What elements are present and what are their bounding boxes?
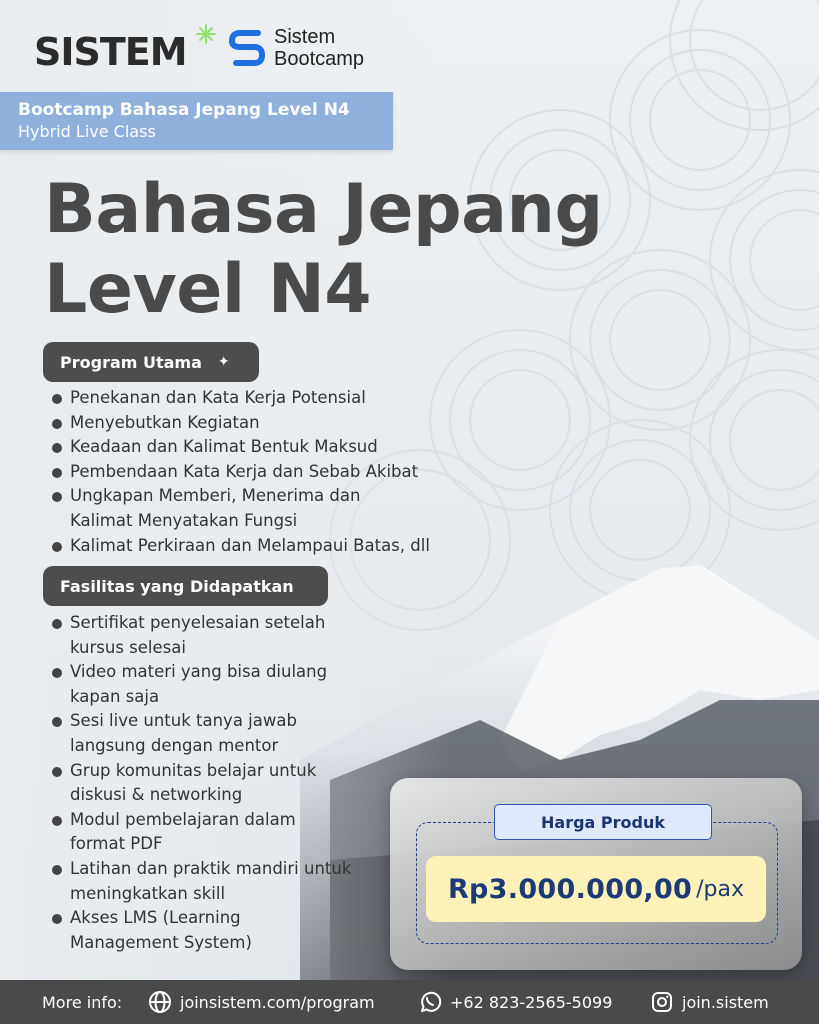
globe-icon — [148, 990, 172, 1014]
instagram-icon — [650, 990, 674, 1014]
sparkle-icon: ✦ — [217, 354, 230, 370]
sistem-logo: SISTEM — [34, 30, 187, 74]
footer-bar — [0, 980, 819, 1024]
program-list — [50, 386, 490, 558]
list-item: Grup komunitas belajar untuk diskusi & networking — [50, 759, 360, 808]
list-item: Sesi live untuk tanya jawab langsung dengan mentor — [50, 709, 340, 758]
list-item: Kalimat Perkiraan dan Melampaui Batas, dll — [50, 534, 490, 559]
price-value-box — [426, 856, 766, 922]
bootcamp-logo-line2: Bootcamp — [274, 48, 365, 70]
list-item: Penekanan dan Kata Kerja Potensial — [50, 386, 490, 411]
facilities-list — [50, 611, 380, 955]
program-heading-label: Program Utama — [60, 352, 202, 372]
bootcamp-logo-icon — [228, 27, 266, 69]
list-item: Ungkapan Memberi, Menerima dan Kalimat Menyatakan Fungsi — [50, 484, 420, 533]
list-item: Pembendaan Kata Kerja dan Sebab Akibat — [50, 460, 490, 485]
list-item: Keadaan dan Kalimat Bentuk Maksud — [50, 435, 490, 460]
title-line-1: Bahasa Jepang — [44, 170, 603, 249]
course-tag-subtitle: Hybrid Live Class — [18, 122, 156, 141]
program-heading — [43, 342, 259, 382]
price-card — [390, 778, 802, 970]
facilities-heading-label: Fasilitas yang Didapatkan — [60, 576, 294, 596]
price-label: Harga Produk — [494, 804, 712, 840]
sistem-bootcamp-logo — [228, 26, 364, 70]
whatsapp-icon — [418, 990, 442, 1014]
list-item: Modul pembelajaran dalam format PDF — [50, 808, 340, 857]
phone-text: +62 823-2565-5099 — [450, 992, 613, 1012]
sparkle-logo-icon — [196, 24, 216, 44]
website-text: joinsistem.com/program — [180, 992, 375, 1012]
more-info-label: More info: — [42, 993, 123, 1012]
facilities-heading — [43, 566, 328, 606]
instagram-text: join.sistem — [682, 992, 769, 1012]
website-link[interactable] — [148, 990, 375, 1014]
list-item: Latihan dan praktik mandiri untuk meningkatkan skill — [50, 857, 360, 906]
course-tag-title: Bootcamp Bahasa Jepang Level N4 — [18, 100, 350, 120]
page-title — [44, 170, 603, 330]
list-item: Akses LMS (Learning Management System) — [50, 906, 310, 955]
course-tag — [0, 92, 393, 150]
list-item: Video materi yang bisa diulang kapan saja — [50, 660, 360, 709]
list-item: Menyebutkan Kegiatan — [50, 411, 490, 436]
instagram-link[interactable] — [650, 990, 769, 1014]
price-amount: Rp3.000.000,00 — [447, 873, 693, 905]
list-item: Sertifikat penyelesaian setelah kursus selesai — [50, 611, 360, 660]
price-unit: /pax — [696, 876, 745, 902]
title-line-2: Level N4 — [44, 250, 372, 329]
bootcamp-logo-line1: Sistem — [274, 26, 336, 48]
phone-link[interactable] — [418, 990, 612, 1014]
